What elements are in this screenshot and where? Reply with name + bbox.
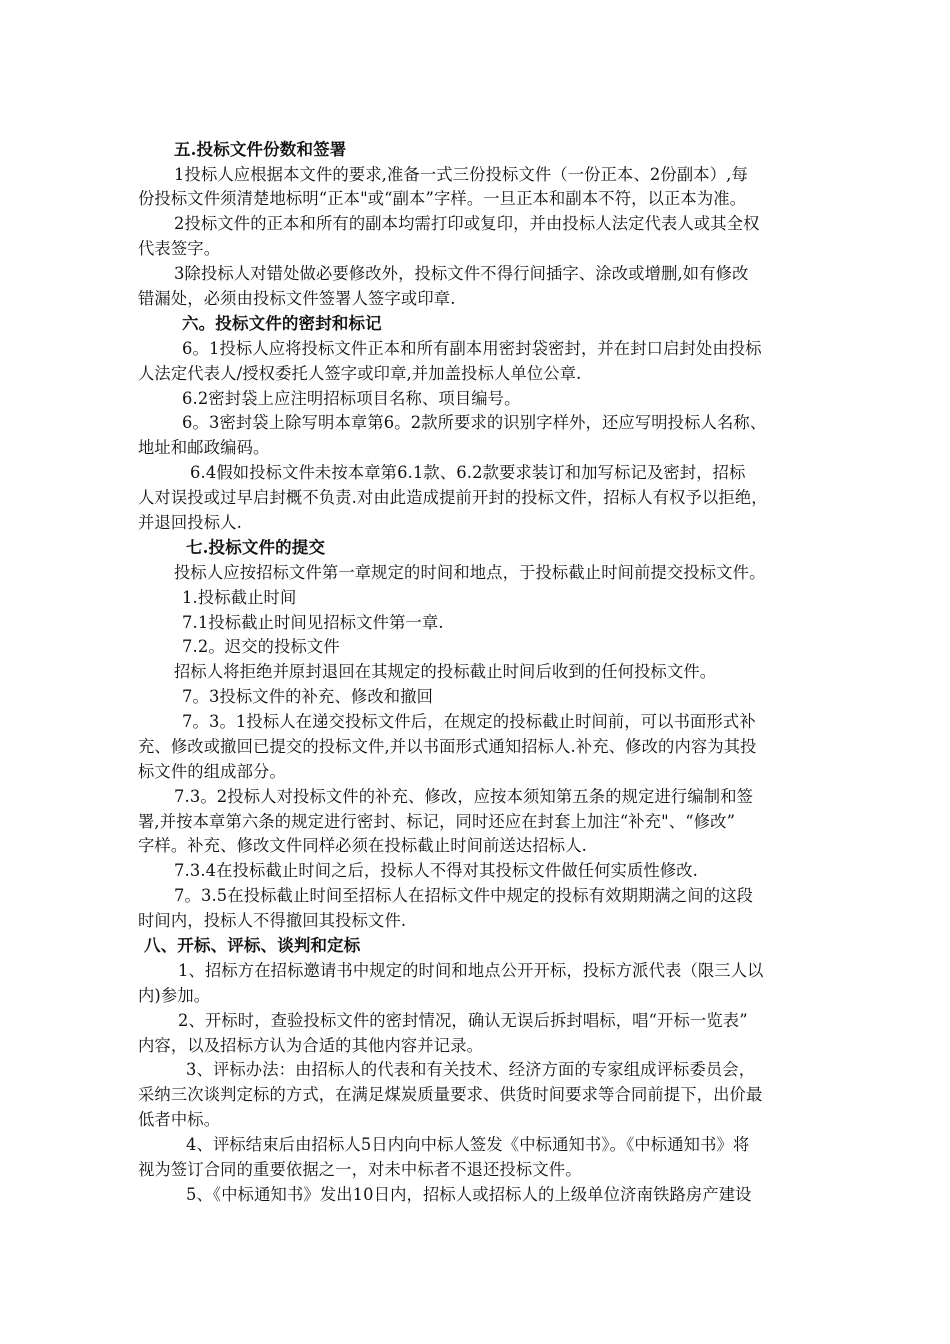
- section-7-heading: 七.投标文件的提交: [186, 538, 326, 557]
- paragraph-line: 2投标文件的正本和所有的副本均需打印或复印，并由投标人法定代表人或其全权: [174, 214, 760, 233]
- paragraph-line: 低者中标。: [138, 1110, 221, 1129]
- paragraph-line: 7。3。1投标人在递交投标文件后，在规定的投标截止时间前，可以书面形式补: [182, 712, 756, 731]
- paragraph-line: 6。3密封袋上除写明本章第6。2款所要求的识别字样外，还应写明投标人名称、: [182, 413, 767, 432]
- paragraph-line: 5、《中标通知书》发出10日内，招标人或招标人的上级单位济南铁路房产建设: [186, 1185, 752, 1204]
- paragraph-line: 地址和邮政编码。: [138, 438, 270, 457]
- paragraph-line: 错漏处，必须由投标文件签署人签字或印章.: [138, 289, 456, 308]
- paragraph-line: 并退回投标人.: [138, 513, 242, 532]
- paragraph-line: 6.4假如投标文件未按本章第6.1款、6.2款要求装订和加写标记及密封，招标: [190, 463, 746, 482]
- paragraph-line: 字样。补充、修改文件同样必须在投标截止时间前送达招标人.: [138, 836, 587, 855]
- paragraph-line: 1、招标方在招标邀请书中规定的时间和地点公开开标，投标方派代表（限三人以: [178, 961, 764, 980]
- paragraph-line: 内)参加。: [138, 986, 211, 1005]
- paragraph-line: 充、修改或撤回已提交的投标文件,并以书面形式通知招标人.补充、修改的内容为其投: [138, 737, 757, 756]
- paragraph-line: 7.3。2投标人对投标文件的补充、修改，应按本须知第五条的规定进行编制和签: [174, 787, 754, 806]
- paragraph-line: 代表签字。: [138, 239, 221, 258]
- paragraph-line: 4、评标结束后由招标人5日内向中标人签发《中标通知书》。《中标通知书》将: [186, 1135, 750, 1154]
- paragraph-line: 人法定代表人/授权委托人签字或印章,并加盖投标人单位公章.: [138, 364, 582, 383]
- paragraph-line: 7。3.5在投标截止时间至招标人在招标文件中规定的投标有效期期满之间的这段: [174, 886, 754, 905]
- section-5-heading: 五.投标文件份数和签署: [174, 140, 347, 159]
- paragraph-line: 投标人应按招标文件第一章规定的时间和地点，于投标截止时间前提交投标文件。: [174, 563, 766, 582]
- paragraph-line: 7.3.4在投标截止时间之后，投标人不得对其投标文件做任何实质性修改.: [174, 861, 699, 880]
- paragraph-line: 3除投标人对错处做必要修改外，投标文件不得行间插字、涂改或增删,如有修改: [174, 264, 749, 283]
- paragraph-line: 内容，以及招标方认为合适的其他内容并记录。: [138, 1036, 484, 1055]
- paragraph-line: 标文件的组成部分。: [138, 762, 286, 781]
- paragraph-line: 6。1投标人应将投标文件正本和所有副本用密封袋密封，并在封口启封处由投标: [182, 339, 762, 358]
- section-6-heading: 六。投标文件的密封和标记: [182, 314, 382, 333]
- paragraph-line: 视为签订合同的重要依据之一，对未中标者不退还投标文件。: [138, 1160, 582, 1179]
- paragraph-line: 6.2密封袋上应注明招标项目名称、项目编号。: [182, 389, 521, 408]
- paragraph-line: 1.投标截止时间: [182, 588, 297, 607]
- paragraph-line: 2、开标时，查验投标文件的密封情况，确认无误后拆封唱标，唱“开标一览表”: [178, 1011, 748, 1030]
- paragraph-line: 采纳三次谈判定标的方式，在满足煤炭质量要求、供货时间要求等合同前提下，出价最: [138, 1085, 763, 1104]
- paragraph-line: 7。3投标文件的补充、修改和撤回: [182, 687, 434, 706]
- paragraph-line: 份投标文件须清楚地标明“正本"或“副本”字样。一旦正本和副本不符，以正本为准。: [138, 189, 747, 208]
- paragraph-line: 时间内，投标人不得撤回其投标文件.: [138, 911, 407, 930]
- paragraph-line: 7.2。迟交的投标文件: [182, 637, 340, 656]
- paragraph-line: 7.1投标截止时间见招标文件第一章.: [182, 613, 444, 632]
- paragraph-line: 招标人将拒绝并原封退回在其规定的投标截止时间后收到的任何投标文件。: [174, 662, 717, 681]
- paragraph-line: 1投标人应根据本文件的要求,准备一式三份投标文件（一份正本、2份副本）,每: [174, 165, 748, 184]
- paragraph-line: 署,并按本章第六条的规定进行密封、标记，同时还应在封套上加注“补充"、“修改”: [138, 812, 736, 831]
- paragraph-line: 人对误投或过早启封概不负责.对由此造成提前开封的投标文件，招标人有权予以拒绝，: [138, 488, 768, 507]
- section-8-heading: 八、开标、评标、谈判和定标: [144, 936, 361, 955]
- paragraph-line: 3、评标办法：由招标人的代表和有关技术、经济方面的专家组成评标委员会，: [186, 1060, 756, 1079]
